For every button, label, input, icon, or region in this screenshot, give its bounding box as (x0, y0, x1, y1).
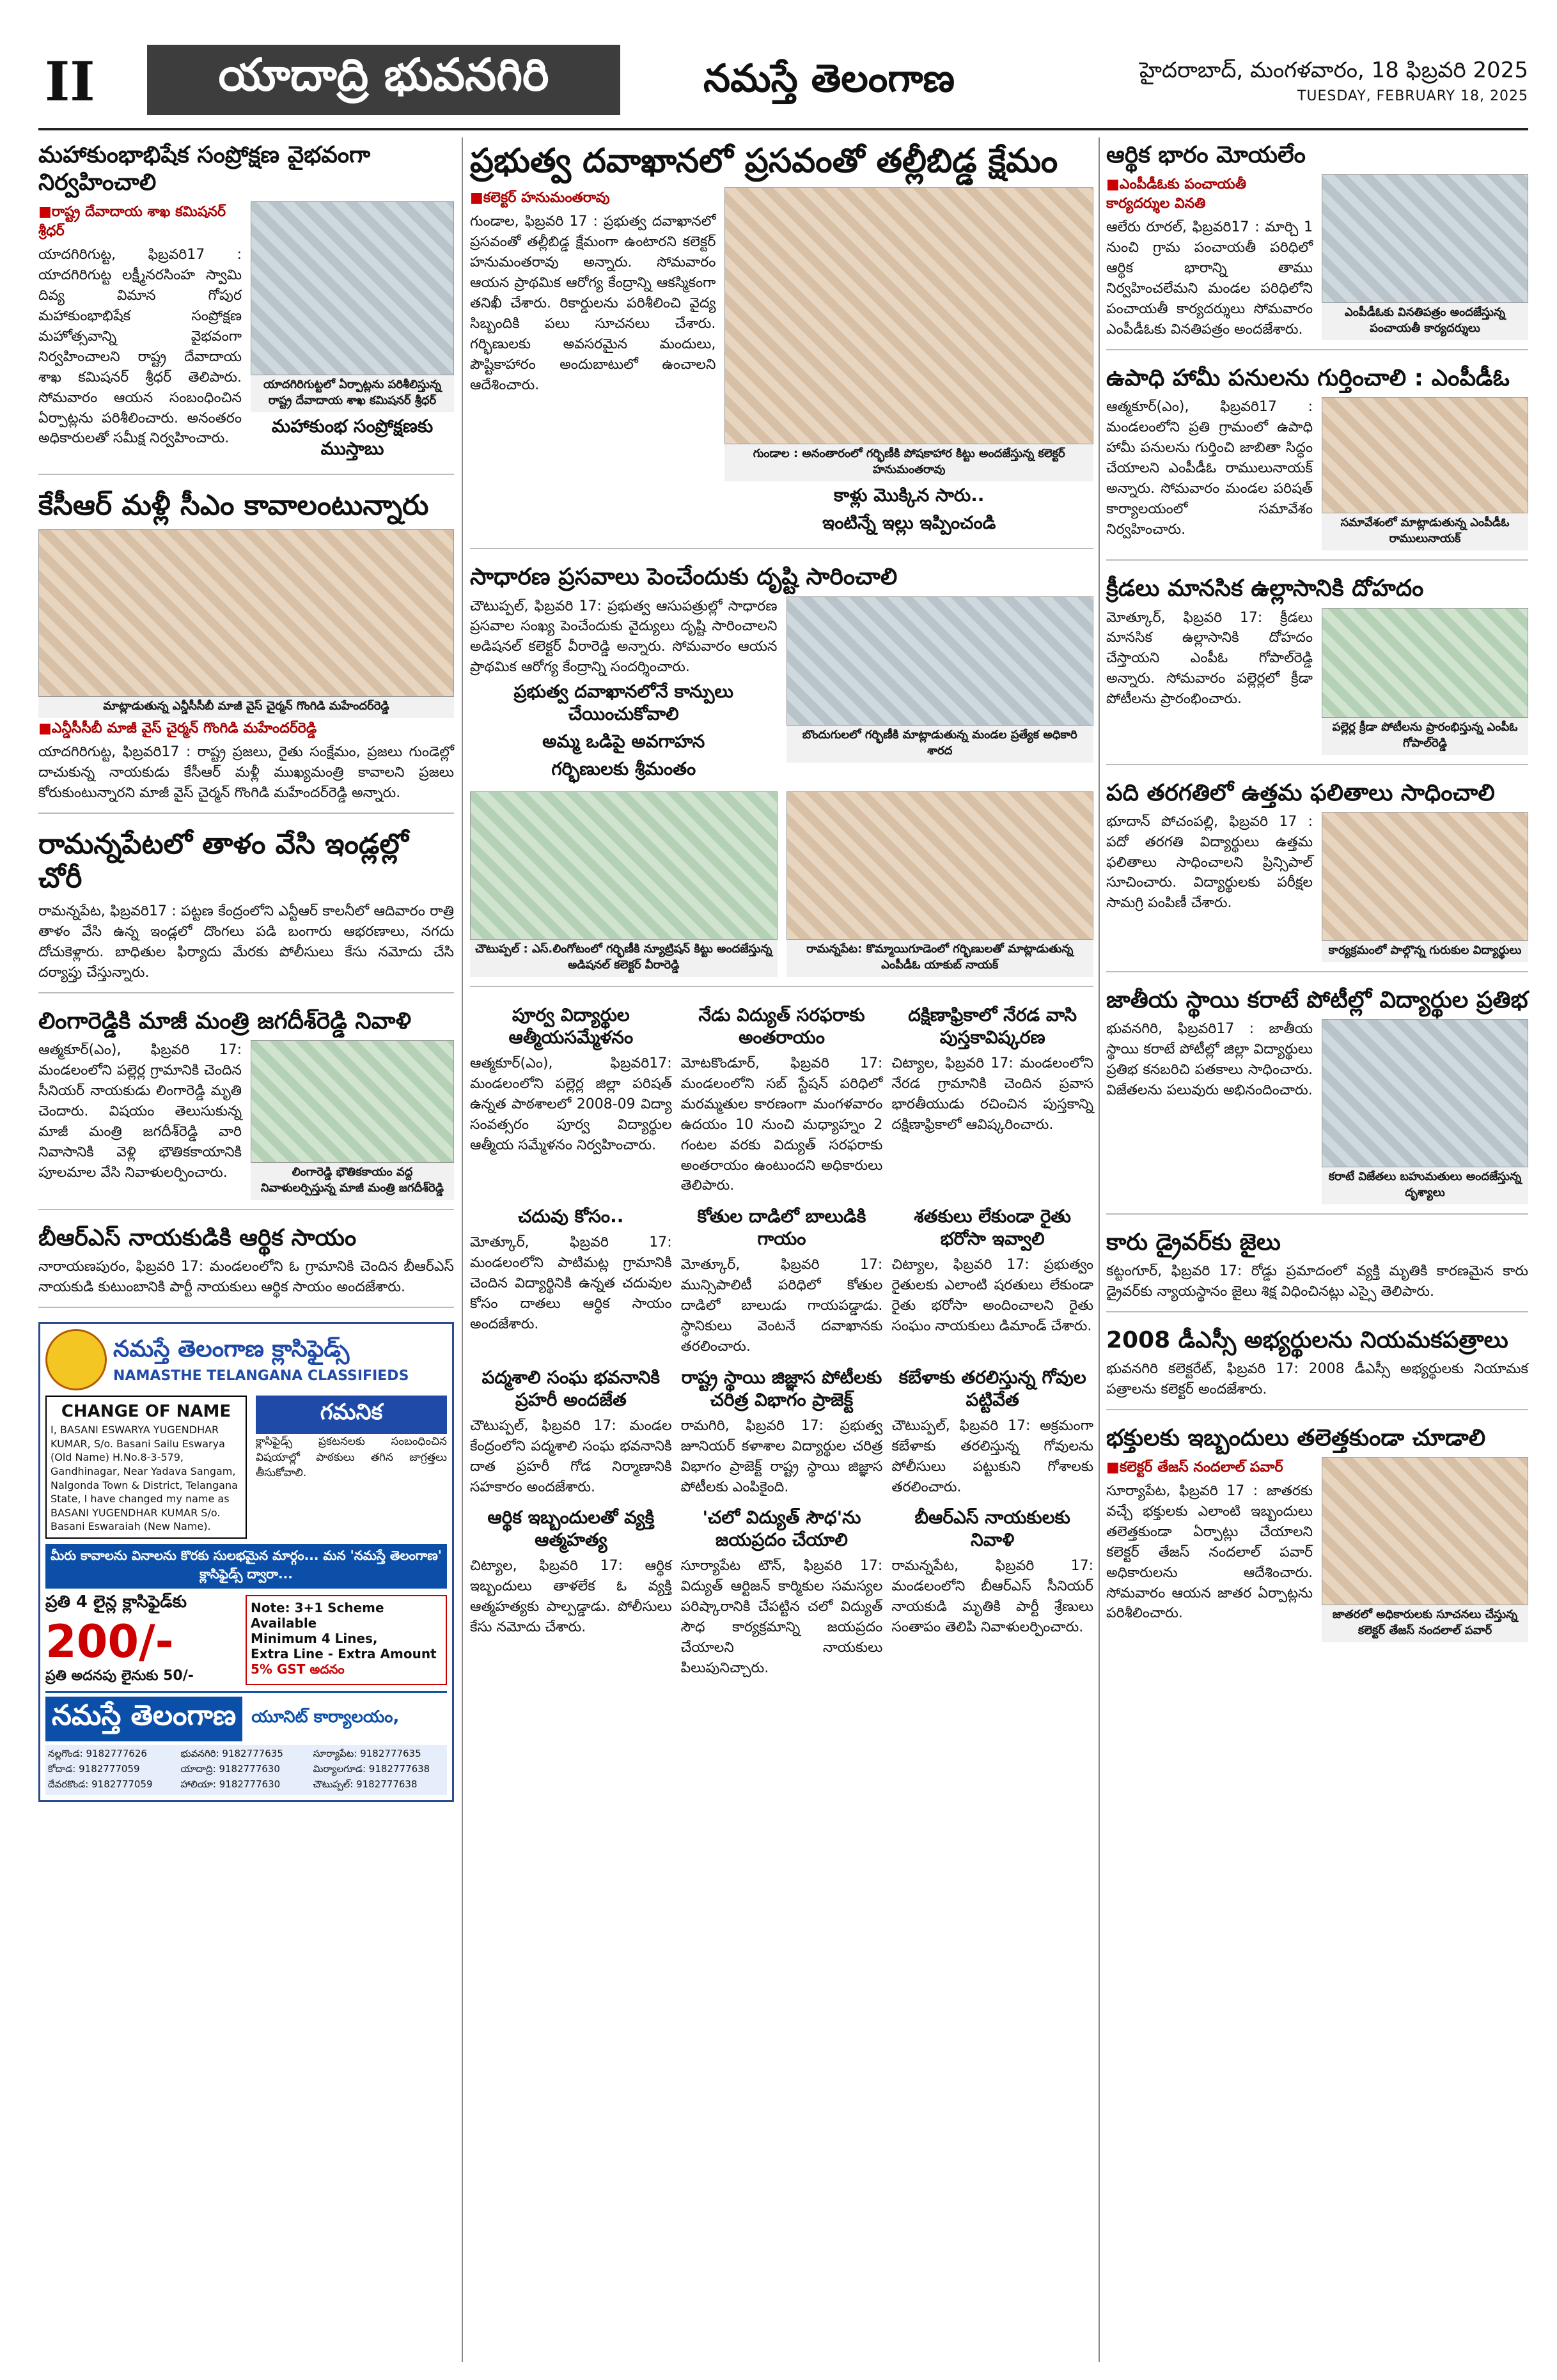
photo-caption: ఎంపీడీఓకు వినతిపత్రం అందజేస్తున్న పంచాయతీ కార్యదర్శులు (1322, 303, 1528, 340)
headline: క్రీడలు మానసిక ఉల్లాసానికి దోహదం (1106, 575, 1424, 602)
photo-caption: మాట్లాడుతున్న ఎన్డీసీసీబీ మాజీ వైస్ చైర్మన్ గొంగిడి మహేందర్‌రెడ్డి (38, 697, 454, 718)
article-body: యాదగిరిగుట్ట, ఫిబ్రవరి17 : యాదగిరిగుట్ట లక్ష్మీనరసింహ స్వామి దివ్య విమాన గోపుర మహాకుంభాభిషేక సంప్రోక్షణ మహోత్సవాన్ని వైభవంగా నిర్వహించాలని రాష్ట్ర దేవాదాయ శాఖ కమిషనర్ శ్రీధర్ తెలిపారు. సోమవారం ఆయన సంబంధించిన ఏర్పాట్లను పరిశీలించారు. అనంతరం అధికారులతో సమీక్ష నిర్వహించారు. (38, 247, 242, 447)
phone-number: సూర్యాపేట: 9182777635 (313, 1748, 421, 1759)
photo-caption: లింగారెడ్డి భౌతికకాయం వద్ద నివాళులర్పిస్తున్న మాజీ మంత్రి జగదీశ్‌రెడ్డి (251, 1163, 454, 1200)
phone-number: హాలియా: 9182777630 (180, 1778, 281, 1790)
phone-list (45, 1745, 447, 1795)
headline: ఉపాధి హామీ పనులను గుర్తించాలి : ఎంపీడీఓ (1106, 365, 1510, 392)
article-kumbhabhishekam (38, 141, 454, 475)
article-kcr (38, 489, 454, 813)
phone-number: మిర్యాలగూడ: 9182777638 (313, 1763, 430, 1775)
article-karate (1106, 986, 1528, 1215)
note-line: Minimum 4 Lines, (251, 1630, 378, 1646)
article-tenth-class (1106, 779, 1528, 972)
price-value: 200/- (45, 1615, 174, 1668)
brief-headline: చదువు కోసం.. (518, 1206, 624, 1227)
classifieds-logo (45, 1329, 107, 1390)
photo-caption: చౌటుప్పల్ : ఎస్.లింగోటంలో గర్భిణీకి న్యూట్రిషన్ కిట్టు అందజేస్తున్న అడిషనల్ కలెక్టర్ వీరారెడ్డి (470, 940, 778, 977)
article-body: భువనగిరి, ఫిబ్రవరి17 : జాతీయ స్థాయి కరాటే పోటీల్లో జిల్లా విద్యార్థులు ప్రతిభ కనబరిచి పతకాలు సాధించారు. విజేతలను పలువురు అభినందించారు. (1106, 1020, 1313, 1098)
classifieds-ad (38, 1322, 454, 1802)
headline: 2008 డీఎస్సీ అభ్యర్థులను నియమకపత్రాలు (1106, 1326, 1508, 1353)
headline: పది తరగతిలో ఉత్తమ ఫలితాలు సాధించాలి (1106, 779, 1495, 806)
headline: కేసీఆర్ మళ్లీ సీఎం కావాలంటున్నారు (38, 489, 429, 522)
photo-caption: రామన్నపేట: కొమ్మాయిగూడెంలో గర్భిణులతో మాట్లాడుతున్న ఎంపీడీఓ యాకుబ్ నాయక్ (786, 940, 1094, 977)
photo-caption: కరాటే విజేతలు బహుమతులు అందజేస్తున్న దృశ్యాలు (1322, 1167, 1528, 1204)
headline: ఆర్థిక భారం మోయలేం (1106, 142, 1306, 168)
classifieds-title: నమస్తే తెలంగాణ క్లాసిఫైడ్స్ (113, 1335, 350, 1362)
photo-caption: జాతరలో అధికారులకు సూచనలు చేస్తున్న కలెక్టర్ తేజస్ నందలాల్ పవార్ (1322, 1605, 1528, 1642)
newspaper-name: నమస్తే తెలంగాణ (703, 56, 955, 101)
note-line: Extra Line - Extra Amount (251, 1645, 437, 1661)
brief-body: చిట్యాల, ఫిబ్రవరి 17: ఆర్థిక ఇబ్బందులు తాళలేక ఓ వ్యక్తి ఆత్మహత్యకు పాల్పడ్డాడు. పోలీసులు కేసు నమోదు చేశారు. (470, 1558, 672, 1636)
article-body: యాదగిరిగుట్ట, ఫిబ్రవరి17 : రాష్ట్ర ప్రజలు, రైతు సంక్షేమం, ప్రజలు గుండెల్లో దాచుకున్న నాయకుడు కేసీఆర్ మళ్లీ ముఖ్యమంత్రి కావాలని ప్రజలు కోరుకుంటున్నారని మాజీ వైస్ చైర్మన్ గొంగిడి మహేందర్‌రెడ్డి అన్నారు. (38, 744, 454, 801)
brief-body: రామన్నపేట, ఫిబ్రవరి 17: మండలంలోని బీఆర్ఎస్ సీనియర్ నాయకుడి మృతికి పార్టీ శ్రేణులు సంతాపం తెలిపి నివాళులర్పించారు. (891, 1558, 1093, 1636)
brief-item (470, 1202, 672, 1357)
brief-item (681, 1504, 883, 1678)
brief-headline: కబేళాకు తరలిస్తున్న గోవుల పట్టివేత (898, 1366, 1086, 1410)
sub-headline: కాళ్లు మొక్కిన సారు.. (833, 485, 985, 506)
brief-body: చౌటుప్పల్, ఫిబ్రవరి 17: మండల కేంద్రంలోని పద్మశాలి సంఘ భవనానికి దాత ప్రహరీ గోడ నిర్మాణానికి సహకారం అందజేశారు. (470, 1417, 672, 1495)
brief-body: ఆత్మకూర్(ఎం), ఫిబ్రవరి17: మండలంలోని పల్లెర్ల జిల్లా పరిషత్ ఉన్నత పాఠశాలలో 2008-09 విద్యా సంవత్సరం పూర్వ విద్యార్థుల ఆత్మీయ సమ్మేళనం నిర్వహించారు. (470, 1055, 672, 1153)
article-lead-delivery (470, 141, 1093, 549)
headline: సాధారణ ప్రసవాలు పెంచేందుకు దృష్టి సారించాలి (470, 564, 898, 591)
headline: రామన్నపేటలో తాళం వేసి ఇండ్లల్లో చోరీ (38, 827, 409, 894)
classifieds-subtitle: NAMASTHE TELANGANA CLASSIFIEDS (113, 1367, 409, 1384)
brief-item (681, 1364, 883, 1498)
sub-headline: గర్భిణులకు శ్రీమంతం (551, 758, 696, 780)
photo-sports (1322, 608, 1528, 718)
brief-headline: నేడు విద్యుత్ సరఫరాకు అంతరాయం (698, 1004, 865, 1048)
notice-label: గమనిక (256, 1396, 447, 1434)
column-left (38, 137, 454, 1802)
article-financial-burden (1106, 141, 1528, 350)
photo-meeting (1322, 397, 1528, 513)
sub-headline: మహాకుంభ సంప్రోక్షణకు ముస్తాబు (271, 416, 434, 460)
sub-headline: ప్రభుత్వ దవాఖానలోనే కాన్పులు చేయించుకోవాలి (513, 681, 733, 725)
brief-headline: కోతుల దాడిలో బాలుడికి గాయం (697, 1206, 866, 1250)
brief-headline: బీఆర్ఎస్ నాయకులకు నివాళి (914, 1507, 1070, 1551)
photo-tribute (251, 1040, 454, 1163)
phone-number: చౌటుప్పల్: 9182777638 (313, 1778, 418, 1790)
photo-meeting (38, 529, 454, 697)
promo-banner: మీరు కావాలను వినాలను కొరకు సులభమైన మార్గం... మన 'నమస్తే తెలంగాణ' క్లాసిఫైడ్స్ ద్వారా... (45, 1544, 447, 1589)
brief-headline: రాష్ట్ర స్థాయి జిజ్ఞాస పోటీలకు చరిత్ర విభాగం ప్రాజెక్ట్ (681, 1366, 882, 1410)
office-label: యూనిట్ కార్యాలయం, (251, 1707, 400, 1727)
brief-headline: దక్షిణాఫ్రికాలో నేరడ వాసి పుస్తకావిష్కరణ (908, 1004, 1077, 1048)
column-center (470, 137, 1093, 1679)
phone-number: భువనగిరి: 9182777635 (180, 1748, 283, 1759)
headline: భక్తులకు ఇబ్బందులు తలెత్తకుండా చూడాలి (1106, 1424, 1486, 1451)
article-body: గుండాల, ఫిబ్రవరి 17 : ప్రభుత్వ దవాఖానలో ప్రసవంతో తల్లీబిడ్డ క్షేమంగా ఉంటారని కలెక్టర్ హనుమంతరావు అన్నారు. సోమవారం ఆయన ప్రాథమిక ఆరోగ్య కేంద్రాన్ని ఆకస్మికంగా తనిఖీ చేశారు. రికార్డులను పరిశీలించి వైద్య సిబ్బందికి పలు సూచనలు చేశారు. గర్భిణులకు అవసరమైన మందులు, పౌష్టికాహారం అందుబాటులో ఉంచాలని ఆదేశించారు. (470, 214, 716, 393)
article-body: మోత్కూర్, ఫిబ్రవరి 17: క్రీడలు మానసిక ఉల్లాసానికి దోహదం చేస్తాయని ఎంపీఓ గోపాల్‌రెడ్డి అన్నారు. సోమవారం పల్లెర్లలో క్రీడా పోటీలను ప్రారంభించారు. (1106, 609, 1313, 708)
article-tribute (38, 1007, 454, 1210)
article-aid (38, 1224, 454, 1308)
note-title: Note: 3+1 Scheme Available (251, 1599, 384, 1631)
brief-headline: శతకులు లేకుండా రైతు భరోసా ఇవ్వాలి (914, 1206, 1071, 1250)
photo-collector-visit (724, 187, 1093, 444)
byline: ■ కలెక్టర్ తేజస్ నందలాల్ పవార్ (1106, 1459, 1313, 1479)
headline: మహాకుంభాభిషేక సంప్రోక్షణ వైభవంగా నిర్వహించాలి (38, 142, 371, 196)
column-divider (1099, 137, 1100, 2362)
photo-caption: గుండాల : అనంతారంలో గర్భిణీకి పోషకాహార కిట్టు అందజేస్తున్న కలెక్టర్ హనుమంతరావు (724, 444, 1093, 481)
phone-number: దేవరకొండ: 9182777059 (48, 1778, 153, 1790)
headline: లింగారెడ్డికి మాజీ మంత్రి జగదీశ్‌రెడ్డి నివాళి (38, 1008, 412, 1034)
notice-text: క్లాసిఫైడ్స్ ప్రకటనలకు సంబంధించిన విషయాల్లో పాఠకులు తగిన జాగ్రత్తలు తీసుకోవాలి. (256, 1435, 447, 1480)
brief-item (891, 1001, 1093, 1196)
article-body: నారాయణపురం, ఫిబ్రవరి 17: మండలంలోని ఓ గ్రామానికి చెందిన బీఆర్ఎస్ నాయకుడి కుటుంబానికి పార్టీ నాయకులు ఆర్థిక సాయం అందజేశారు. (38, 1259, 454, 1296)
brief-body: రామగిరి, ఫిబ్రవరి 17: ప్రభుత్వ జూనియర్ కళాశాల విద్యార్థుల చరిత్ర విభాగం ప్రాజెక్ట్ రాష్ట్ర స్థాయి జిజ్ఞాస పోటీలకు ఎంపికైంది. (680, 1417, 883, 1495)
byline: ■ ఎంపీడీఓకు పంచాయతీ కార్యదర్శుల వినతి (1106, 176, 1313, 215)
photo-bondugula (786, 596, 1094, 726)
article-body: కట్టంగూర్, ఫిబ్రవరి 17: రోడ్డు ప్రమాదంలో వ్యక్తి మృతికి కారణమైన కారు డ్రైవర్‌కు న్యాయస్థానం జైలు శిక్ష విధించినట్లు ఎస్సై తెలిపారు. (1106, 1263, 1528, 1300)
brief-body: సూర్యాపేట టౌన్, ఫిబ్రవరి 17: విద్యుత్ ఆర్టిజన్ కార్మికుల సమస్యల పరిష్కారానికి చేపట్టిన చలో విద్యుత్ సౌధ కార్యక్రమాన్ని జయప్రదం చేయాలని నాయకులు పిలుపునిచ్చారు. (680, 1558, 883, 1676)
photo-temple (251, 201, 454, 375)
brief-body: మోత్కూర్, ఫిబ్రవరి 17: మున్సిపాలిటీ పరిధిలో కోతుల దాడిలో బాలుడు గాయపడ్డాడు. స్థానికులు వెంటనే దవాఖానకు తరలించారు. (680, 1257, 883, 1355)
notice-heading: CHANGE OF NAME (61, 1402, 231, 1422)
photo-petition (1322, 174, 1528, 303)
news-briefs (470, 1001, 1093, 1679)
byline: ■ రాష్ట్ర దేవాదాయ శాఖ కమిషనర్ శ్రీధర్ (38, 204, 242, 242)
byline: ■ ఎన్డీసీసీబీ మాజీ వైస్ చైర్మన్ గొంగిడి మహేందర్‌రెడ్డి (38, 720, 454, 740)
brief-item (470, 1364, 672, 1498)
article-body: భూదాన్ పోచంపల్లి, ఫిబ్రవరి 17 : పదో తరగతి విద్యార్థులు ఉత్తమ ఫలితాలు సాధించాలని ప్రిన్సిపాల్ సూచించారు. విద్యార్థులకు పరీక్షల సామగ్రి పంపిణీ చేశారు. (1106, 813, 1313, 912)
phone-number: కోదాడ: 9182777059 (48, 1763, 140, 1775)
brief-body: మోటకొండూర్, ఫిబ్రవరి 17: మండలంలోని సబ్ స్టేషన్ పరిధిలో మరమ్మతుల కారణంగా మంగళవారం ఉదయం 10 నుంచి మధ్యాహ్నం 2 గంటల వరకు విద్యుత్ సరఫరాకు అంతరాయం ఉంటుందని అధికారులు తెలిపారు. (680, 1055, 883, 1194)
extra-line-price: ప్రతి అదనపు లైనుకు 50/- (45, 1668, 194, 1684)
photo-caption: సమావేశంలో మాట్లాడుతున్న ఎంపీడీఓ రాములునాయక్ (1322, 513, 1528, 550)
brief-headline: ఆర్థిక ఇబ్బందులతో వ్యక్తి ఆత్మహత్య (487, 1507, 655, 1551)
photo-caption: బొందుగులలో గర్భిణీకి మాట్లాడుతున్న మండల ప్రత్యేక అధికారి శారద (786, 726, 1094, 763)
section-title: యాదాద్రి భువనగిరి (147, 45, 620, 115)
article-employment-guarantee (1106, 364, 1528, 561)
brief-headline: పూర్వ విద్యార్థుల ఆత్మీయసమ్మేళనం (508, 1004, 634, 1048)
article-normal-delivery (470, 563, 1093, 987)
photo-nutrition-kit (470, 791, 778, 940)
article-body: చౌటుప్పల్, ఫిబ్రవరి 17: ప్రభుత్వ ఆసుపత్రుల్లో సాధారణ ప్రసవాల సంఖ్య పెంచేందుకు వైద్యులు దృష్టి సారించాలని అడిషనల్ కలెక్టర్ వీరారెడ్డి అన్నారు. సోమవారం ఆయన ప్రాథమిక ఆరోగ్య కేంద్రాన్ని సందర్శించారు. (470, 598, 778, 676)
masthead-rule (38, 128, 1528, 130)
photo-caption: యాదగిరిగుట్టలో ఏర్పాట్లను పరిశీలిస్తున్న రాష్ట్ర దేవాదాయ శాఖ కమిషనర్ శ్రీధర్ (251, 375, 454, 412)
column-divider (462, 137, 463, 2362)
headline: కారు డ్రైవర్‌కు జైలు (1106, 1229, 1281, 1256)
article-body: ఆత్మకూర్(ఎం), ఫిబ్రవరి17 : మండలంలోని ప్రతి గ్రామంలో ఉపాధి హామీ పనులను గుర్తించి జాబితా సిద్ధం చేయాలని ఎంపీడీఓ రాములునాయక్ అన్నారు. సోమవారం మండల పరిషత్ కార్యాలయంలో సమావేశం నిర్వహించారు. (1106, 399, 1313, 538)
article-devotees (1106, 1424, 1528, 1651)
brief-body: చిట్యాల, ఫిబ్రవరి 17: ప్రభుత్వం రైతులకు ఎలాంటి షరతులు లేకుండా రైతు భరోసా అందించాలని రైతు సంఘం నాయకులు డిమాండ్ చేశారు. (891, 1257, 1093, 1335)
masthead (38, 45, 1528, 115)
article-dsc-2008 (1106, 1326, 1528, 1410)
page-number: II (45, 50, 95, 113)
notice-text: I, BASANI ESWARYA YUGENDHAR KUMAR, S/o. Basani Sailu Eswarya (Old Name) H.No.8-3-579, Gandhinagar, Near Yadava Sangam, Nalgonda Town & District, Telangana State, I have changed my name as BASANI YUGENDHAR KUMAR S/o. Basani Eswaraiah (New Name). (51, 1424, 238, 1533)
brief-item (681, 1001, 883, 1196)
note-gst: 5% GST అదనం (251, 1661, 345, 1677)
brief-item (681, 1202, 883, 1357)
article-theft (38, 828, 454, 993)
byline: ■ కలెక్టర్ హనుమంతరావు (470, 190, 716, 209)
photo-jatara (1322, 1457, 1528, 1605)
headline: బీఆర్ఎస్ నాయకుడికి ఆర్థిక సాయం (38, 1225, 357, 1252)
article-body: భువనగిరి కలెక్టరేట్, ఫిబ్రవరి 17: 2008 డీఎస్సీ అభ్యర్థులకు నియామక పత్రాలను కలెక్టర్ అందజేశారు. (1106, 1361, 1528, 1397)
date-english: TUESDAY, FEBRUARY 18, 2025 (1297, 88, 1528, 104)
article-sports (1106, 575, 1528, 765)
brief-body: మోత్కూర్, ఫిబ్రవరి 17: మండలంలోని పాటిమట్ల గ్రామానికి చెందిన విద్యార్థినికి ఉన్నత చదువుల కోసం దాతలు ఆర్థిక సాయం అందజేశారు. (470, 1234, 672, 1332)
article-body: ఆలేరు రూరల్, ఫిబ్రవరి17 : మార్చి 1 నుంచి గ్రామ పంచాయతీ పరిధిలో ఆర్థిక భారాన్ని తాము నిర్వహించలేమని మండల పరిధిలోని పంచాయతీ కార్యదర్శులు సోమవారం ఎంపీడీఓకు వినతిపత్రం అందజేశారు. (1106, 219, 1313, 338)
article-body: సూర్యాపేట, ఫిబ్రవరి 17 : జాతరకు వచ్చే భక్తులకు ఎలాంటి ఇబ్బందులు తలెత్తకుండా ఏర్పాట్లు చేయాలని కలెక్టర్ తేజస్ నందలాల్ పవార్ అధికారులను ఆదేశించారు. సోమవారం ఆయన జాతర ఏర్పాట్లను పరిశీలించారు. (1106, 1483, 1313, 1622)
phone-number: నల్లగొండ: 9182777626 (48, 1748, 147, 1759)
brief-headline: 'చలో విద్యుత్ సౌధ'ను జయప్రదం చేయాలి (702, 1507, 861, 1551)
brand-name: నమస్తే తెలంగాణ (45, 1697, 242, 1741)
photo-kommaigudem (786, 791, 1094, 940)
column-right (1106, 137, 1528, 1665)
date-telugu: హైదరాబాద్, మంగళవారం, 18 ఫిబ్రవరి 2025 (1139, 58, 1528, 83)
sub-headline: ఇంటిన్నే ఇల్లు ఇప్పించండి (822, 512, 996, 534)
brief-item (891, 1364, 1093, 1498)
article-driver-jail (1106, 1229, 1528, 1312)
headline: జాతీయ స్థాయి కరాటే పోటీల్లో విద్యార్థుల ప్రతిభ (1106, 986, 1528, 1013)
brief-headline: పద్మశాలి సంఘ భవనానికి ప్రహరీ అందజేత (481, 1366, 660, 1410)
brief-item (891, 1504, 1093, 1678)
sub-headline: అమ్మ ఒడిపై అవగాహన (542, 731, 705, 752)
photo-students (1322, 812, 1528, 941)
change-of-name-notice (45, 1396, 247, 1539)
photo-caption: పల్లెర్ల క్రీడా పోటీలను ప్రారంభిస్తున్న ఎంపీఓ గోపాల్‌రెడ్డి (1322, 718, 1528, 755)
brief-item (470, 1001, 672, 1196)
article-body: రామన్నపేట, ఫిబ్రవరి17 : పట్టణ కేంద్రంలోని ఎన్టీఆర్ కాలనీలో ఆదివారం రాత్రి తాళం వేసి ఉన్న ఇండ్లలో దొంగలు పడి బంగారు ఆభరణాలు, నగదు దోచుకెళ్లారు. బాధితుల ఫిర్యాదు మేరకు పోలీసులు కేసు నమోదు చేసి దర్యాప్తు చేస్తున్నారు. (38, 903, 454, 981)
brief-item (891, 1202, 1093, 1357)
brief-body: చిట్యాల, ఫిబ్రవరి 17: మండలంలోని నేరడ గ్రామానికి చెందిన ప్రవాస భారతీయుడు రచించిన పుస్తకాన్ని దక్షిణాఫ్రికాలో ఆవిష్కరించారు. (891, 1055, 1093, 1133)
photo-karate (1322, 1019, 1528, 1167)
brief-item (470, 1504, 672, 1678)
article-body: ఆత్మకూర్(ఎం), ఫిబ్రవరి 17: మండలంలోని పల్లెర్ల గ్రామానికి చెందిన సీనియర్ నాయకుడు లింగారెడ్డి మృతి చెందారు. విషయం తెలుసుకున్న మాజీ మంత్రి జగదీశ్‌రెడ్డి వారి నివాసానికి వెళ్లి భౌతికకాయానికి పూలమాల వేసి నివాళులర్పించారు. (38, 1042, 242, 1181)
phone-number: యాదాద్రి: 9182777630 (180, 1763, 280, 1775)
offer-note (246, 1595, 447, 1685)
price-label: ప్రతి 4 లైన్ల క్లాసిఫైడ్‌కు (45, 1592, 187, 1612)
brief-body: చౌటుప్పల్, ఫిబ్రవరి 17: అక్రమంగా కబేళాకు తరలిస్తున్న గోవులను పోలీసులు పట్టుకుని గోశాలకు తరలించారు. (891, 1417, 1093, 1495)
photo-caption: కార్యక్రమంలో పాల్గొన్న గురుకుల విద్యార్థులు (1322, 941, 1528, 962)
headline: ప్రభుత్వ దవాఖానలో ప్రసవంతో తల్లీబిడ్డ క్షేమం (470, 142, 1058, 180)
